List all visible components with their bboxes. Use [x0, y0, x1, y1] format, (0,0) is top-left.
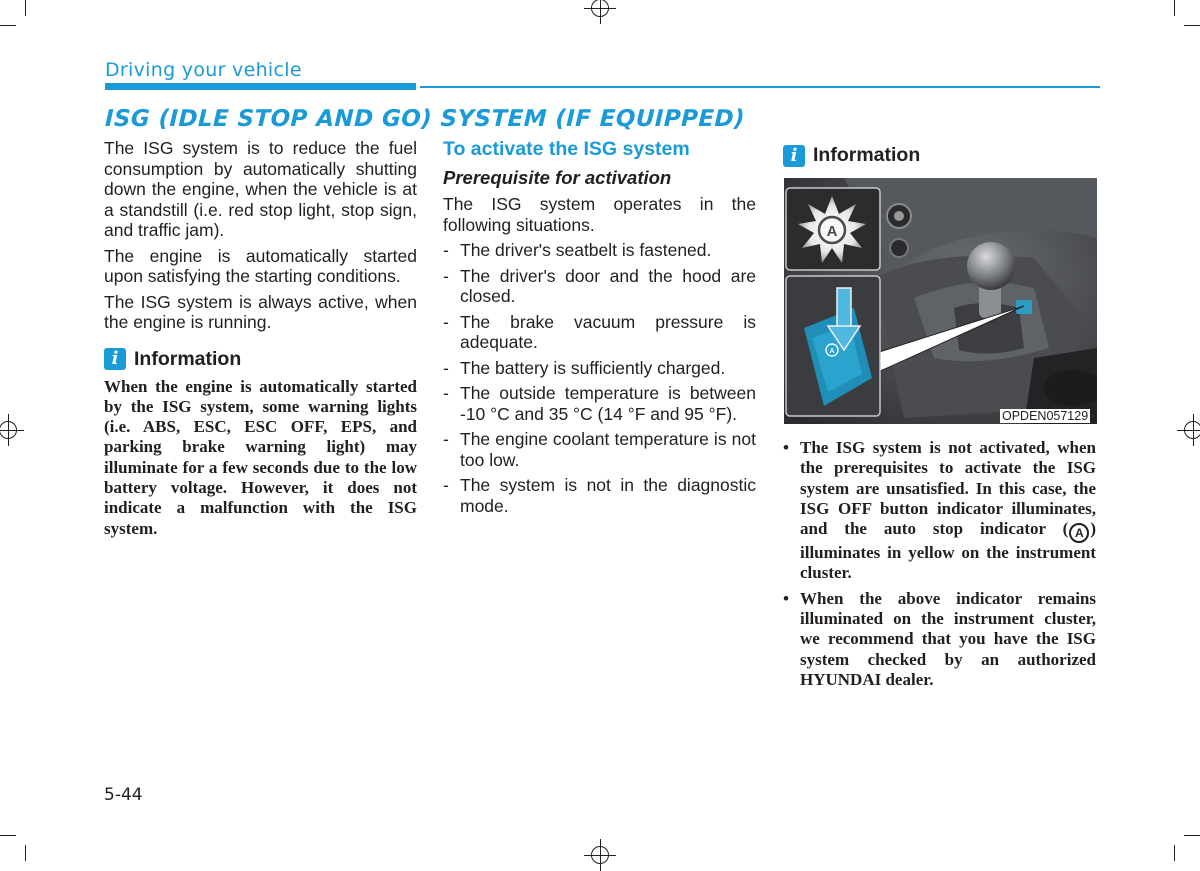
subsubsection-heading: Prerequisite for activation	[443, 167, 672, 188]
column-3	[783, 138, 1096, 173]
crop-mark	[1174, 0, 1175, 16]
section-title: ISG (IDLE STOP AND GO) SYSTEM (IF EQUIPPED)	[104, 106, 746, 132]
column-3-bullets	[783, 438, 1096, 695]
list-item: - The engine coolant temperature is not too low.	[443, 429, 756, 470]
list-item: - The outside temperature is between -10 °C and 35 °C (14 °F and 95 °F).	[443, 383, 756, 424]
paragraph: The engine is automatically started upon satisfying the starting conditions.	[104, 245, 417, 286]
registration-mark	[1184, 421, 1200, 439]
page-number: 5-44	[104, 785, 143, 805]
note-text: The ISG system is not activated, when the prerequisites to activate the ISG system are unsatisfied. In this case, the ISG OFF button indicator illuminates, and the auto stop indicator (	[800, 438, 1096, 539]
subsection-heading: To activate the ISG system	[443, 138, 690, 160]
header-rule-thick	[105, 83, 416, 90]
note-text: ) illuminates in yellow on the instrument cluster.	[800, 519, 1096, 583]
list-item: - The brake vacuum pressure is adequate.	[443, 312, 756, 353]
prerequisite-list	[443, 240, 756, 516]
information-heading	[104, 348, 417, 371]
paragraph: The ISG system operates in the following situations.	[443, 194, 756, 235]
paragraph: The ISG system is to reduce the fuel consumption by automatically shutting down the engine, when the vehicle is at a standstill (i.e. red stop light, stop sign, and traffic jam).	[104, 138, 417, 240]
list-item: - The driver's seatbelt is fastened.	[443, 240, 756, 261]
svg-text:A: A	[829, 348, 835, 355]
crop-mark	[25, 845, 26, 861]
crop-mark	[1184, 25, 1200, 26]
information-label: Information	[134, 347, 242, 370]
isg-button-figure	[784, 178, 1097, 424]
list-item: - The battery is sufficiently charged.	[443, 358, 756, 379]
registration-mark	[0, 421, 17, 439]
list-item: - The driver's door and the hood are closed.	[443, 266, 756, 307]
svg-text:A: A	[826, 223, 838, 240]
list-item: • When the above indicator remains illuminated on the instrument cluster, we recommend that you have the ISG system checked by an authorized HYUNDAI dealer.	[783, 589, 1096, 690]
crop-mark	[0, 835, 16, 836]
column-1	[104, 138, 417, 539]
info-icon: i	[104, 348, 126, 370]
crop-mark	[1174, 845, 1175, 861]
crop-mark	[1184, 835, 1200, 836]
registration-mark	[591, 846, 609, 864]
list-item	[783, 438, 1096, 584]
chapter-title: Driving your vehicle	[105, 59, 302, 81]
note-list	[783, 438, 1096, 690]
header-rule-thin	[420, 86, 1100, 88]
crop-mark	[0, 25, 16, 26]
information-text: When the engine is automatically started by the ISG system, some warning lights (i.e. ABS, ESC, ESC OFF, EPS, and parking brake warning light) may illuminate for a few seconds due to the low battery voltage. However, it does not indicate a malfunction with the ISG system.	[104, 376, 417, 538]
info-icon: i	[783, 145, 805, 167]
column-2	[443, 138, 756, 521]
paragraph: The ISG system is always active, when the engine is running.	[104, 291, 417, 332]
auto-stop-indicator-icon: A	[1069, 523, 1089, 543]
information-label: Information	[813, 144, 921, 166]
information-heading	[783, 144, 1096, 167]
list-item: - The system is not in the diagnostic mode.	[443, 475, 756, 516]
crop-mark	[25, 0, 26, 16]
figure-code: OPDEN057129	[1002, 409, 1089, 423]
registration-mark	[591, 0, 609, 17]
